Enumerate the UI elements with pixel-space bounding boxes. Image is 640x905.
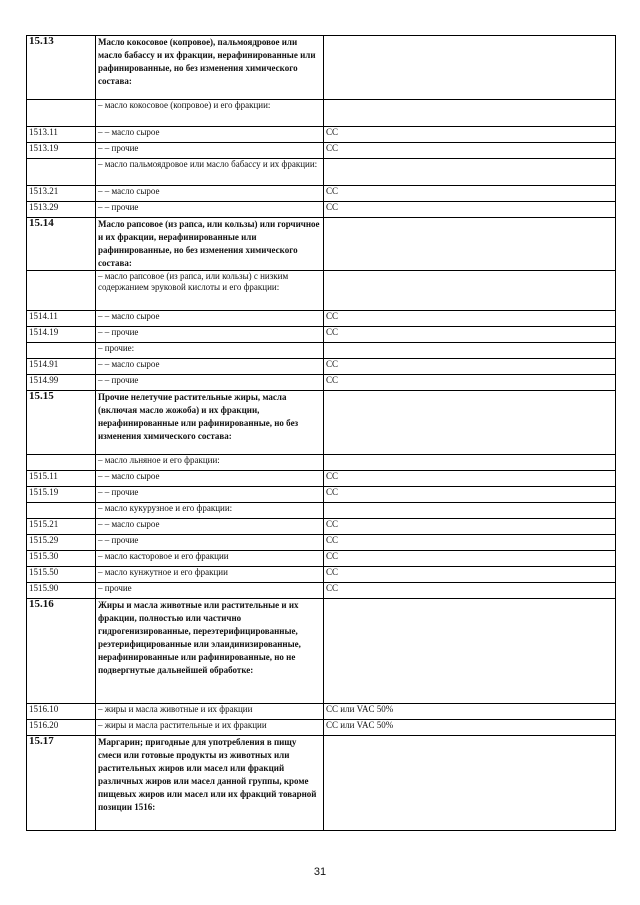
code-cell: 1515.30 [27,551,96,567]
origin-rule-cell [324,343,616,359]
subheading-row [27,100,616,127]
code-cell [27,100,96,127]
origin-rule-cell: СС [324,375,616,391]
origin-rule-cell: СС [324,359,616,375]
origin-rule-cell: СС [324,551,616,567]
description-cell: – – масло сырое [96,359,324,375]
code-cell: 1513.29 [27,202,96,218]
table-row [27,704,616,720]
origin-rule-cell [324,159,616,186]
description-cell: – – масло сырое [96,127,324,143]
code-cell: 1516.10 [27,704,96,720]
subheading-row [27,455,616,471]
description-cell: – – масло сырое [96,519,324,535]
origin-rule-cell: СС [324,583,616,599]
description-cell: – – масло сырое [96,471,324,487]
code-cell: 1515.29 [27,535,96,551]
description-cell: – – масло сырое [96,311,324,327]
description-cell: – – прочие [96,487,324,503]
subheading-row [27,271,616,311]
table-row [27,127,616,143]
code-cell: 1513.19 [27,143,96,159]
origin-rule-cell: СС [324,186,616,202]
heading-row [27,218,616,271]
origin-rule-cell: СС [324,487,616,503]
origin-rule-cell: СС [324,127,616,143]
code-cell: 1514.11 [27,311,96,327]
code-cell: 1516.20 [27,720,96,736]
code-cell: 15.13 [27,36,96,100]
description-cell: – жиры и масла животные и их фракции [96,704,324,720]
description-cell: – – прочие [96,202,324,218]
description-cell: – масло кокосовое (копровое) и его фракции: [96,100,324,127]
code-cell: 15.16 [27,599,96,704]
description-cell: – масло касторовое и его фракции [96,551,324,567]
heading-row [27,391,616,455]
code-cell: 15.17 [27,736,96,831]
description-cell: – – прочие [96,327,324,343]
subheading-row [27,343,616,359]
origin-rule-cell: СС [324,567,616,583]
code-cell [27,455,96,471]
description-cell: Масло рапсовое (из рапса, или кользы) или горчичное и их фракции, нерафинированные или рафинированные, но без изменения химического состава: [96,218,324,271]
code-cell: 1515.21 [27,519,96,535]
code-cell: 1514.99 [27,375,96,391]
description-cell: – масло льняное и его фракции: [96,455,324,471]
origin-rule-cell [324,503,616,519]
table-row [27,471,616,487]
origin-rule-cell [324,455,616,471]
description-cell: Жиры и масла животные или растительные и их фракции, полностью или частично гидрогенизированные, переэтерифицированные, реэтерифицированные или элаидинизированные, нерафинированные или рафинированные, но не подвергнутые дальнейшей обработке: [96,599,324,704]
table-row [27,327,616,343]
description-cell: – – прочие [96,535,324,551]
table-row [27,583,616,599]
heading-row [27,36,616,100]
origin-rule-cell: СС [324,202,616,218]
origin-rule-cell [324,271,616,311]
heading-row [27,599,616,704]
code-cell [27,159,96,186]
description-cell: Маргарин; пригодные для употребления в пищу смеси или готовые продукты из животных или растительных жиров или масел или фракций различных жиров или масел данной группы, кроме пищевых жиров или масел или их фракций товарной позиции 1516: [96,736,324,831]
table-row [27,487,616,503]
table-row [27,202,616,218]
description-cell: – – прочие [96,143,324,159]
description-cell: – прочие: [96,343,324,359]
origin-rule-cell: СС [324,471,616,487]
table-row [27,311,616,327]
origin-rule-cell: СС [324,519,616,535]
description-cell: Масло кокосовое (копровое), пальмоядровое или масло бабассу и их фракции, нерафинированные или рафинированные, но без изменения химического состава: [96,36,324,100]
table-row [27,186,616,202]
description-cell: – масло кунжутное и его фракции [96,567,324,583]
tariff-table [26,35,616,831]
description-cell: – – масло сырое [96,186,324,202]
origin-rule-cell: СС [324,311,616,327]
page-number: 31 [313,866,327,878]
origin-rule-cell [324,218,616,271]
description-cell: – масло кукурузное и его фракции: [96,503,324,519]
description-cell: – прочие [96,583,324,599]
code-cell: 1513.11 [27,127,96,143]
table-row [27,535,616,551]
origin-rule-cell [324,736,616,831]
code-cell: 1513.21 [27,186,96,202]
description-cell: – – прочие [96,375,324,391]
table-row [27,359,616,375]
code-cell: 1515.19 [27,487,96,503]
table-row [27,551,616,567]
description-cell: – жиры и масла растительные и их фракции [96,720,324,736]
subheading-row [27,159,616,186]
origin-rule-cell: СС [324,327,616,343]
code-cell: 15.15 [27,391,96,455]
table-row [27,720,616,736]
origin-rule-cell [324,599,616,704]
origin-rule-cell [324,36,616,100]
code-cell: 1515.50 [27,567,96,583]
origin-rule-cell [324,100,616,127]
code-cell: 1515.90 [27,583,96,599]
code-cell: 1514.19 [27,327,96,343]
code-cell [27,343,96,359]
code-cell [27,503,96,519]
origin-rule-cell: СС или VAC 50% [324,704,616,720]
heading-row [27,736,616,831]
code-cell: 15.14 [27,218,96,271]
description-cell: – масло пальмоядровое или масло бабассу и их фракции: [96,159,324,186]
subheading-row [27,503,616,519]
origin-rule-cell: СС [324,535,616,551]
description-cell: Прочие нелетучие растительные жиры, масла (включая масло жожоба) и их фракции, нерафинированные или рафинированные, но без изменения химического состава: [96,391,324,455]
description-cell: – масло рапсовое (из рапса, или кользы) с низким содержанием эруковой кислоты и его фракции: [96,271,324,311]
origin-rule-cell [324,391,616,455]
table-row [27,143,616,159]
table-row [27,567,616,583]
origin-rule-cell: СС [324,143,616,159]
code-cell [27,271,96,311]
code-cell: 1515.11 [27,471,96,487]
table-row [27,375,616,391]
code-cell: 1514.91 [27,359,96,375]
table-row [27,519,616,535]
origin-rule-cell: СС или VAC 50% [324,720,616,736]
